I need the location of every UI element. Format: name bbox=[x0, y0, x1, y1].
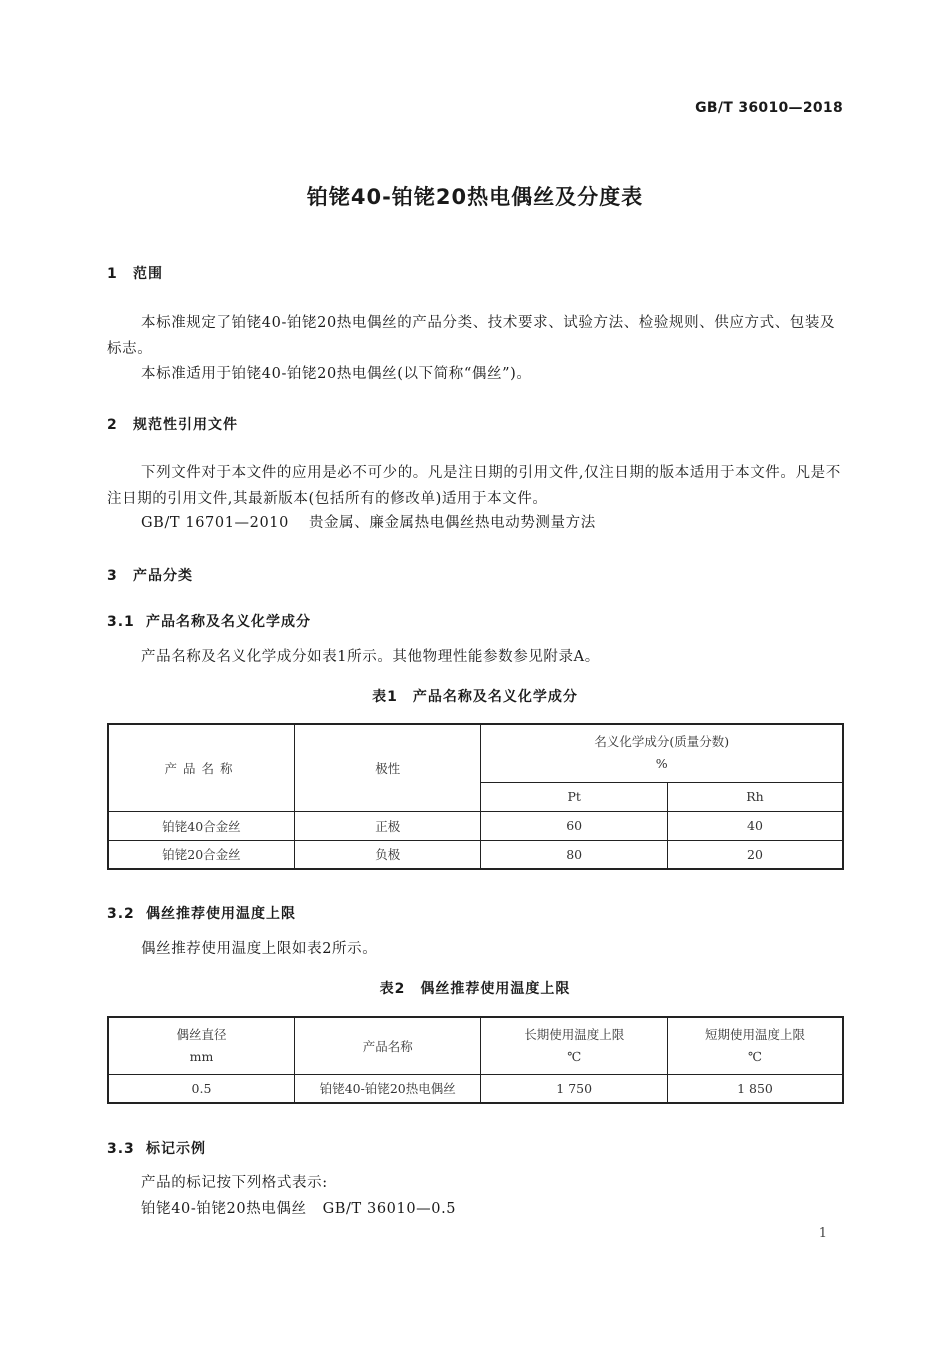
short-term-unit: ℃ bbox=[747, 1048, 762, 1064]
cell-diameter: 0.5 bbox=[108, 1074, 294, 1103]
composition-label: 名义化学成分(质量分数) bbox=[594, 734, 730, 750]
table-row bbox=[108, 811, 843, 840]
header-short-term bbox=[667, 1017, 843, 1074]
cell-name: 铂铑20合金丝 bbox=[108, 840, 294, 869]
cell-pt: 60 bbox=[481, 811, 667, 840]
table-2-caption: 表2 偶丝推荐使用温度上限 bbox=[379, 981, 571, 997]
cell-name: 铂铑40合金丝 bbox=[108, 811, 294, 840]
section-1-paragraph-2: 本标准适用于铂铑40-铂铑20热电偶丝(以下简称“偶丝”)。 bbox=[141, 366, 532, 382]
section-3-1-paragraph: 产品名称及名义化学成分如表1所示。其他物理性能参数参见附录A。 bbox=[141, 649, 600, 665]
normative-reference bbox=[107, 510, 843, 536]
reference-code: GB/T 16701—2010 bbox=[141, 515, 289, 531]
diameter-unit: mm bbox=[189, 1048, 214, 1064]
section-2-paragraph-1: 下列文件对于本文件的应用是必不可少的。凡是注日期的引用文件,仅注日期的版本适用于本文件。凡是不注日期的引用文件,其最新版本(包括所有的修改单)适用于本文件。 bbox=[107, 465, 841, 507]
section-number: 3.1 bbox=[107, 614, 135, 630]
header-product-name: 产品名称 bbox=[294, 1017, 480, 1074]
cell-rh: 20 bbox=[667, 840, 843, 869]
example-code: GB/T 36010—0.5 bbox=[322, 1201, 457, 1217]
table-row bbox=[108, 840, 843, 869]
page-number: 1 bbox=[818, 1226, 827, 1241]
section-number: 3.2 bbox=[107, 906, 135, 922]
section-title: 标记示例 bbox=[146, 1141, 206, 1157]
section-number: 2 bbox=[107, 417, 118, 433]
header-diameter bbox=[108, 1017, 294, 1074]
table-2 bbox=[107, 1016, 844, 1104]
section-3-3-paragraph: 产品的标记按下列格式表示: bbox=[141, 1175, 328, 1191]
section-3-2-paragraph: 偶丝推荐使用温度上限如表2所示。 bbox=[141, 941, 378, 957]
cell-pt: 80 bbox=[481, 840, 667, 869]
section-1-paragraph-1: 本标准规定了铂铑40-铂铑20热电偶丝的产品分类、技术要求、试验方法、检验规则、供应方式、包装及标志。 bbox=[107, 315, 836, 357]
section-2-heading bbox=[107, 414, 238, 434]
section-number: 3 bbox=[107, 568, 118, 584]
table-1-caption: 表1 产品名称及名义化学成分 bbox=[372, 689, 578, 705]
composition-unit: % bbox=[655, 756, 668, 772]
header-long-term bbox=[481, 1017, 667, 1074]
diameter-label: 偶丝直径 bbox=[176, 1026, 227, 1042]
example-name: 铂铑40-铂铑20热电偶丝 bbox=[141, 1201, 307, 1217]
cell-long: 1 750 bbox=[481, 1074, 667, 1103]
section-number: 3.3 bbox=[107, 1141, 135, 1157]
section-number: 1 bbox=[107, 266, 118, 282]
cell-polarity: 负极 bbox=[294, 840, 480, 869]
section-3-3-heading bbox=[107, 1138, 206, 1158]
document-title: 铂铑40-铂铑20热电偶丝及分度表 bbox=[306, 185, 644, 209]
header-product-name: 产品名称 bbox=[108, 724, 294, 811]
long-term-label: 长期使用温度上限 bbox=[524, 1026, 625, 1042]
section-title: 产品分类 bbox=[133, 568, 193, 584]
header-pt: Pt bbox=[481, 782, 667, 811]
table-1 bbox=[107, 723, 844, 870]
header-rh: Rh bbox=[667, 782, 843, 811]
cell-rh: 40 bbox=[667, 811, 843, 840]
section-3-1-heading bbox=[107, 611, 311, 631]
section-title: 产品名称及名义化学成分 bbox=[146, 614, 311, 630]
section-1-heading bbox=[107, 263, 163, 283]
long-term-unit: ℃ bbox=[567, 1048, 582, 1064]
table-row bbox=[108, 1074, 843, 1103]
marking-example bbox=[107, 1196, 843, 1222]
section-title: 偶丝推荐使用温度上限 bbox=[146, 906, 296, 922]
cell-polarity: 正极 bbox=[294, 811, 480, 840]
short-term-label: 短期使用温度上限 bbox=[704, 1026, 805, 1042]
reference-title: 贵金属、廉金属热电偶丝热电动势测量方法 bbox=[308, 515, 596, 531]
header-composition bbox=[481, 724, 843, 782]
cell-name: 铂铑40-铂铑20热电偶丝 bbox=[294, 1074, 480, 1103]
section-title: 范围 bbox=[133, 266, 163, 282]
section-title: 规范性引用文件 bbox=[133, 417, 238, 433]
section-3-heading bbox=[107, 565, 193, 585]
section-3-2-heading bbox=[107, 903, 296, 923]
cell-short: 1 850 bbox=[667, 1074, 843, 1103]
header-polarity: 极性 bbox=[294, 724, 480, 811]
standard-number: GB/T 36010—2018 bbox=[695, 100, 843, 116]
